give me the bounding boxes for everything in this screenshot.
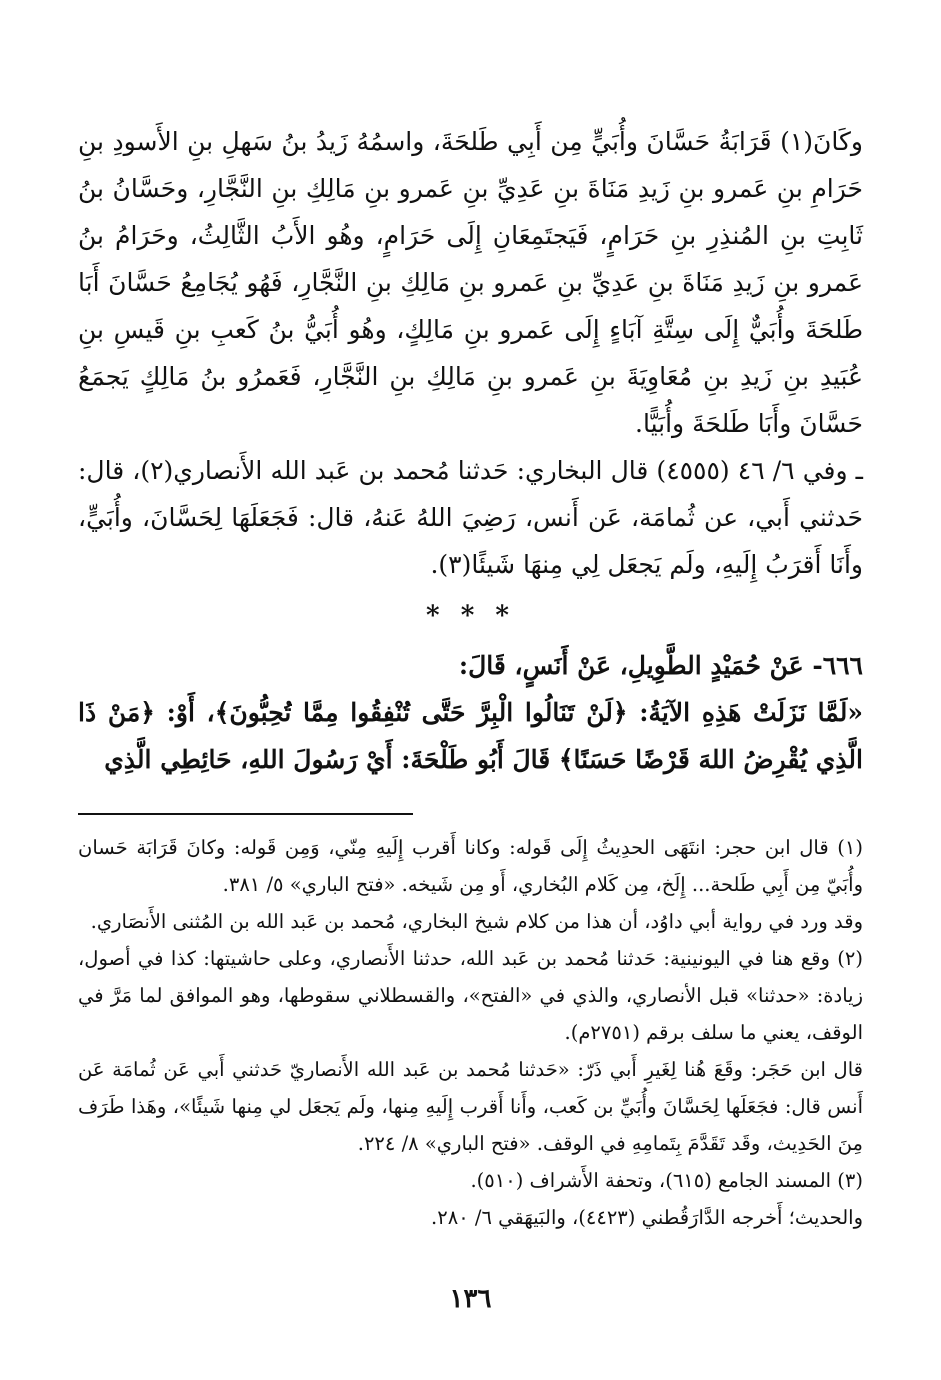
main-text — [78, 118, 863, 783]
footnote-1-continued: وقد ورد في رواية أبي داوُد، أن هذا من كلام شيخ البخاري، مُحمد بن عَبد الله بن المُثنى الأَنصَاري. — [90, 910, 863, 933]
footnote-3: (٣) المسند الجامع (٦١٥)، وتحفة الأَشراف (٥١٠). — [470, 1169, 863, 1192]
footnote-2: (٢) وقع هنا في اليونينية: حَدثنا مُحمد بن عَبد الله، حدثنا الأَنصاري، وعلى حاشيتها: كذا في أصول، زيادة: «حدثنا» قبل الأنصاري، والذي في «الفتح»، والقسطلاني سقوطها، وهو الموافق لما مَرَّ في الوقف، يعني ما سلف برقم (٢٧٥١م). — [78, 947, 863, 1044]
page-number: ١٣٦ — [449, 1284, 492, 1314]
footnote-2-continued: قال ابن حَجَر: وقَعَ هُنا لِغَيرِ أَبي ذَرّ: «حَدثنا مُحمد بن عَبد الله الأَنصاريّ حَدثني أَبي عَن ثُمامَة عَن أَنس قال: فجَعَلَها لِحَسَّانَ وأُبَيِّ بن كَعب، وأَنا أَقرب إِلَيهِ مِنها، ولَم يَجعَل لي مِنها شَيئًا»، وهَذا طَرَف مِنَ الحَدِيث، وقَد تَقَدَّمَ بِتَمامِهِ في الوقف. «فتح الباري» ٨/ ٢٢٤. — [78, 1058, 863, 1155]
footnote-1: (١) قال ابن حجر: انتَهَى الحدِيثُ إِلَى قَوله: وكانا أَقرب إِلَيهِ مِنّي، وَمِن قَوله: وكانَ قَرَابَة حَسان وأُبَيّ مِن أَبِي طَلحة... إِلَخ، مِن كَلام البُخاري، أَو مِن شَيخه. «فتح الباري» ٥/ ٣٨١. — [78, 836, 863, 896]
bukhari-paragraph: ـ وفي ٦/ ٤٦ (٤٥٥٥) قال البخاري: حَدثنا مُحمد بن عَبد الله الأَنصاري(٢)، قال: حَدثني أَبي، عن ثُمامَة، عَن أَنس، رَضِيَ اللهُ عَنهُ، قال: فَجَعَلَهَا لِحَسَّانَ، وأُبَيٍّ، وأَنَا أَقرَبُ إِلَيهِ، ولَم يَجعَل لِي مِنهَا شَيئًا(٣). — [78, 456, 863, 579]
hadith-heading: ٦٦٦- عَنْ حُمَيْدٍ الطَّوِيلِ، عَنْ أَنَسٍ، قَالَ: — [458, 651, 863, 680]
footnote-3-continued: والحديث؛ أَخرجه الدَّارَقُطني (٤٤٢٣)، والبَيهَقي ٦/ ٢٨٠. — [431, 1206, 863, 1229]
footnote-divider — [78, 813, 413, 815]
footnotes — [78, 829, 863, 1236]
section-separator: * * * — [426, 601, 515, 631]
hadith-text: «لَمَّا نَزَلَتْ هَذِهِ الآيَةُ: ﴿لَنْ تَنَالُوا الْبِرَّ حَتَّى تُنْفِقُوا مِمَّا تُحِبُّونَ﴾، أَوْ: ﴿مَنْ ذَا الَّذِي يُقْرِضُ اللهَ قَرْضًا حَسَنًا﴾ قَالَ أَبُو طَلْحَةَ: أَيْ رَسُولَ اللهِ، حَائِطِي الَّذِي — [78, 698, 863, 774]
genealogy-paragraph: وكَانَ(١) قَرَابَةُ حَسَّانَ وأُبَيٍّ مِن أَبِي طَلحَةَ، واسمُهُ زَيدُ بنُ سَهلِ بنِ الأَسودِ بنِ حَرَامِ بنِ عَمرو بنِ زَيدِ مَنَاةَ بنِ عَدِيِّ بنِ عَمرو بنِ مَالِكِ بنِ النَّجَّارِ، وحَسَّانُ بنُ ثَابِتِ بنِ المُنذِرِ بنِ حَرَامٍ، فَيَجتَمِعَانِ إِلَى حَرَامٍ، وهُو الأَبُ الثَّالِثُ، وحَرَامُ بنُ عَمرو بنِ زَيدِ مَنَاةَ بنِ عَدِيِّ بنِ عَمرو بنِ مَالِكِ بنِ النَّجَّارِ، فَهُو يُجَامِعُ حَسَّانَ أَبَا طَلحَةَ وأُبَيٌّ إِلَى سِتَّةِ آبَاءٍ إِلَى عَمرو بنِ مَالِكٍ، وهُو أُبَيُّ بنُ كَعبِ بنِ قَيسِ بنِ عُبَيدِ بنِ زَيدِ بنِ مُعَاوِيَةَ بنِ عَمرو بنِ مَالِكِ بنِ النَّجَّارِ، فَعَمرُو بنُ مَالِكٍ يَجمَعُ حَسَّانَ وأَبَا طَلحَةَ وأُبَيًّا. — [78, 127, 863, 438]
